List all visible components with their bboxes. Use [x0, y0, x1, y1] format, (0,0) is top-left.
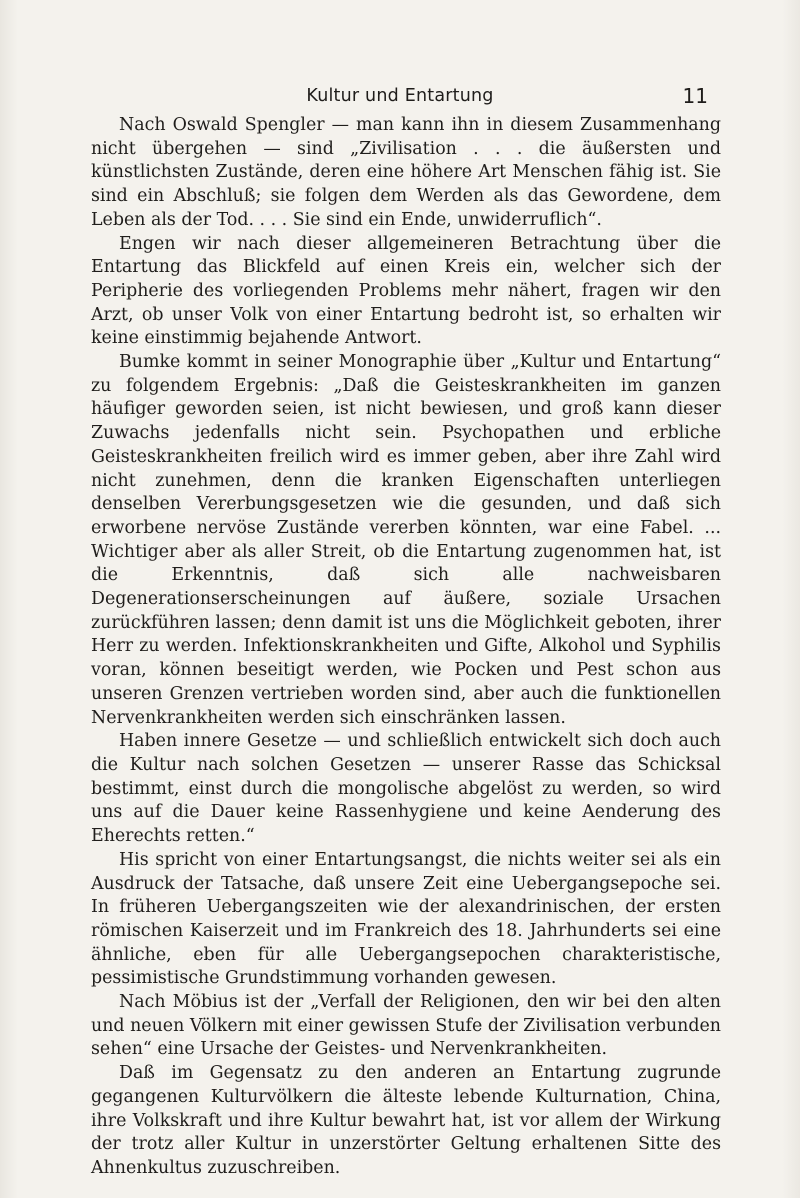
body-text [91, 114, 721, 1181]
page-header [0, 84, 800, 110]
paragraph: Nach Oswald Spengler — man kann ihn in diesem Zusammenhang nicht übergehen — sind „Zivilisation . . . die äußersten und künstlichsten Zustände, deren eine höhere Art Menschen fähig ist. Sie sind ein Abschluß; sie folgen dem Werden als das Gewordene, dem Leben als der Tod. . . . Sie sind ein Ende, unwiderruflich“. [91, 115, 721, 230]
page-number: 11 [682, 84, 708, 108]
paragraph: Engen wir nach dieser allgemeineren Betrachtung über die Entartung das Blickfeld auf einen Kreis ein, welcher sich der Peripherie des vorliegenden Problems mehr nähert, fragen wir den Arzt, ob unser Volk von einer Entartung bedroht ist, so erhalten wir keine einstimmig bejahende Antwort. [91, 233, 721, 349]
paragraph: His spricht von einer Entartungsangst, die nichts weiter sei als ein Ausdruck der Tatsache, daß unsere Zeit eine Uebergangsepoche sei. In früheren Uebergangszeiten wie der alexandrinischen, der ersten römischen Kaiserzeit und im Frankreich des 18. Jahrhunderts sei eine ähnliche, eben für alle Uebergangsepochen charakteristische, pessimistische Grundstimmung vorhanden gewesen. [91, 849, 721, 989]
paragraph: Haben innere Gesetze — und schließlich entwickelt sich doch auch die Kultur nach solchen Gesetzen — unserer Rasse das Schicksal bestimmt, einst durch die mongolische abgelöst zu werden, so wird uns auf die Dauer keine Rassenhygiene und keine Aenderung des Eherechts retten.“ [91, 731, 721, 847]
paragraph: Daß im Gegensatz zu den anderen an Entartung zugrunde gegangenen Kulturvölkern die älteste lebende Kulturnation, China, ihre Volkskraft und ihre Kultur bewahrt hat, ist vor allem der Wirkung der trotz aller Kultur in unzerstörter Geltung erhaltenen Sitte des Ahnenkultus zuzuschreiben. [91, 1063, 721, 1178]
running-title: Kultur und Entartung [306, 86, 494, 106]
paragraph: Bumke kommt in seiner Monographie über „Kultur und Entartung“ zu folgendem Ergebnis: „Daß die Geisteskrankheiten im ganzen häufiger geworden seien, ist nicht bewiesen, und groß kann dieser Zuwachs jedenfalls nicht sein. Psychopathen und erbliche Geisteskrankheiten freilich wird es immer geben, aber ihre Zahl wird nicht zunehmen, denn die kranken Eigenschaften unterliegen denselben Vererbungsgesetzen wie die gesunden, und daß sich erworbene nervöse Zustände vererben könnten, war eine Fabel. ... Wichtiger aber als aller Streit, ob die Entartung zugenommen hat, ist die Erkenntnis, daß sich alle nachweisbaren Degenerationserscheinungen auf äußere, soziale Ursachen zurückführen lassen; denn damit ist uns die Möglichkeit geboten, ihrer Herr zu werden. Infektionskrankheiten und Gifte, Alkohol und Syphilis voran, können beseitigt werden, wie Pocken und Pest schon aus unseren Grenzen vertrieben worden sind, aber auch die funktionellen Nervenkrankheiten werden sich einschränken lassen. [91, 352, 721, 728]
paragraph: Nach Möbius ist der „Verfall der Religionen, den wir bei den alten und neuen Völkern mit einer gewissen Stufe der Zivilisation verbunden sehen“ eine Ursache der Geistes- und Nervenkrankheiten. [91, 992, 721, 1060]
